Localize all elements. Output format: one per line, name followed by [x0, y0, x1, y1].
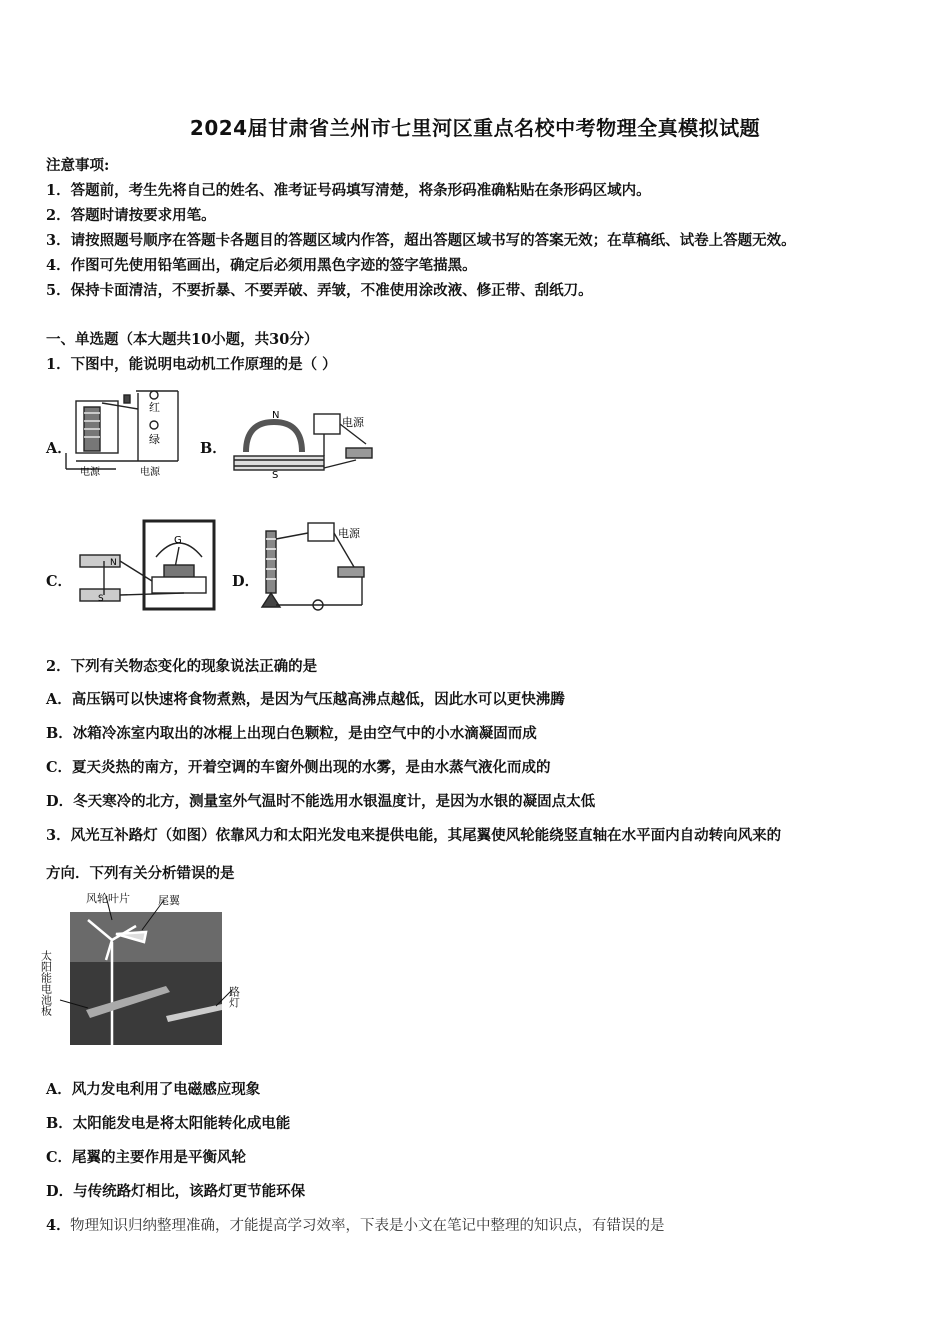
- q2-option-b: B．冰箱冷冻室内取出的冰棍上出现白色颗粒，是由空气中的小水滴凝固而成: [46, 725, 537, 742]
- notice-item: 2．答题时请按要求用笔。: [46, 207, 216, 224]
- label-s: S: [272, 470, 279, 481]
- q1-option-a: A．: [46, 440, 72, 457]
- question-4-stem: 物理知识归纳整理准确，才能提高学习效率，下表是小文在笔记中整理的知识点，有错误的是: [70, 1218, 665, 1234]
- question-2-stem: 2．下列有关物态变化的现象说法正确的是: [46, 658, 318, 675]
- page-title: 2024届甘肃省兰州市七里河区重点名校中考物理全真模拟试题: [189, 116, 761, 140]
- figure-rails-circuit: [226, 408, 386, 480]
- label-red: 红: [149, 401, 160, 414]
- label-n: N: [110, 558, 117, 568]
- label-street-lamp: 路灯: [227, 986, 241, 1008]
- label-solar-panel: 太阳能电池板: [39, 950, 53, 1016]
- section-heading: 一、单选题（本大题共10小题，共30分）: [46, 331, 319, 348]
- q2-option-d: D．冬天寒冷的北方，测量室外气温时不能选用水银温度计，是因为水银的凝固点太低: [46, 793, 596, 810]
- question-1-stem: 1．下图中，能说明电动机工作原理的是（ ）: [46, 356, 337, 373]
- notice-item: 5．保持卡面清洁，不要折暴、不要弄破、弄皱，不准使用涂改液、修正带、刮纸刀。: [46, 282, 593, 299]
- q3-option-c: C．尾翼的主要作用是平衡风轮: [46, 1149, 247, 1166]
- label-power: 电源: [338, 527, 360, 540]
- label-wind-blade: 风轮叶片: [86, 892, 130, 905]
- question-4-number: 4．: [46, 1217, 71, 1234]
- q1-option-d: D．: [232, 573, 260, 590]
- label-s: S: [98, 594, 104, 604]
- label-power: 电源: [140, 467, 160, 478]
- label-power: 电源: [342, 416, 364, 429]
- label-tail-fin: 尾翼: [158, 894, 180, 907]
- notice-heading: 注意事项:: [46, 157, 110, 174]
- label-g: G: [174, 535, 182, 546]
- label-power: 电源: [80, 467, 100, 478]
- q3-option-d: D．与传统路灯相比，该路灯更节能环保: [46, 1183, 306, 1200]
- q1-option-c: C．: [46, 573, 73, 590]
- q2-option-a: A．高压锅可以快速将食物煮熟，是因为气压越高沸点越低，因此水可以更快沸腾: [46, 691, 565, 708]
- q3-option-b: B．太阳能发电是将太阳能转化成电能: [46, 1115, 291, 1132]
- q2-option-c: C．夏天炎热的南方，开着空调的车窗外侧出现的水雾，是由水蒸气液化而成的: [46, 759, 551, 776]
- figure-solenoid-circuit: [258, 517, 368, 617]
- notice-item: 3．请按照题号顺序在答题卡各题目的答题区域内作答，超出答题区域书写的答案无效；在草稿纸、试卷上答题无效。: [46, 232, 796, 249]
- q1-option-b: B．: [200, 440, 227, 457]
- label-n: N: [272, 410, 280, 421]
- figure-wind-solar-lamp: [39, 890, 246, 1050]
- figure-galvanometer-circuit: [74, 517, 220, 617]
- notice-item: 1．答题前，考生先将自己的姓名、准考证号码填写清楚，将条形码准确粘贴在条形码区域内。: [46, 182, 651, 199]
- question-3-stem-line2: 方向．下列有关分析错误的是: [46, 865, 235, 882]
- q3-option-a: A．风力发电利用了电磁感应现象: [46, 1081, 261, 1098]
- label-green: 绿: [149, 433, 160, 446]
- figure-relay-circuit: [66, 383, 186, 478]
- question-3-stem-line1: 3．风光互补路灯（如图）依靠风力和太阳光发电来提供电能，其尾翼使风轮能绕竖直轴在水平面内自动转向风来的: [46, 827, 782, 844]
- notice-item: 4．作图可先使用铅笔画出，确定后必须用黑色字迹的签字笔描黑。: [46, 257, 477, 274]
